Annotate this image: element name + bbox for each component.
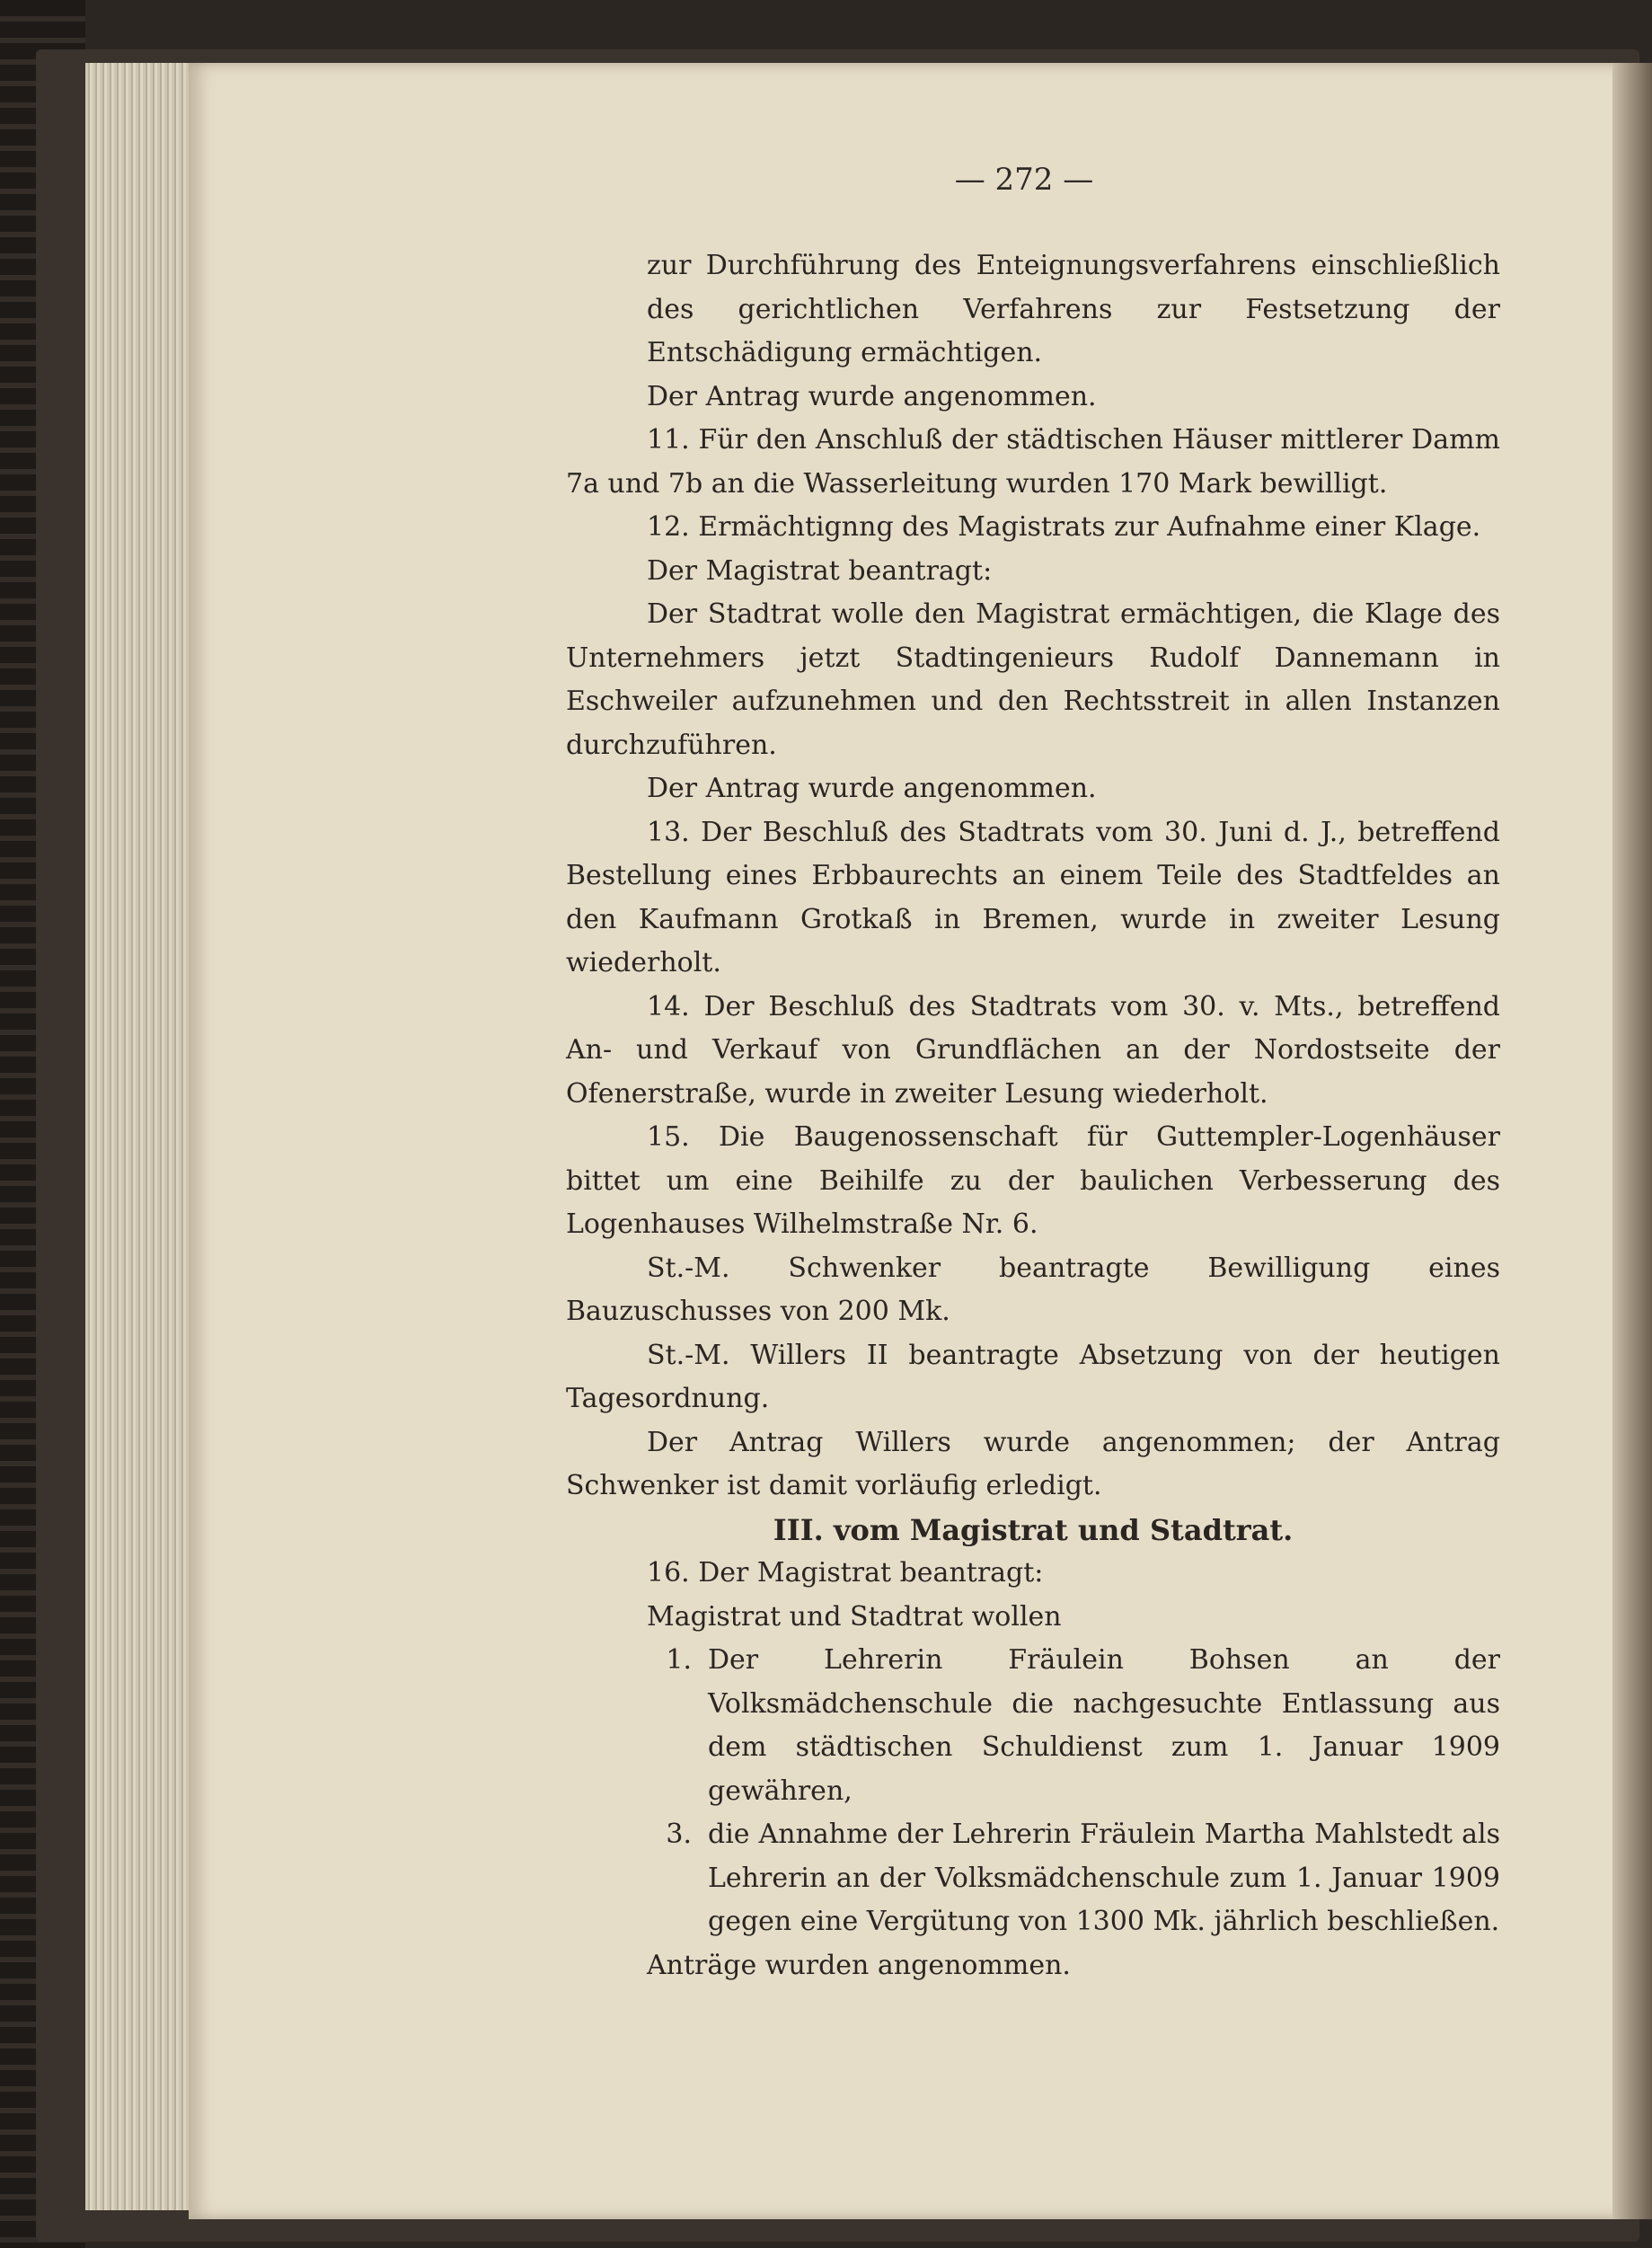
paragraph: 15. Die Baugenossenschaft für Guttempler-Logenhäuser bittet um eine Beihilfe zu der baulichen Verbesserung des Logenhauses Wilhelmstraße Nr. 6. (566, 1121, 1500, 1240)
page-text (566, 244, 1500, 1987)
paragraph: 14. Der Beschluß des Stadtrats vom 30. v. Mts., betreffend An- und Verkauf von Grundflächen an der Nordostseite der Ofenerstraße, wurde in zweiter Lesung wiederholt. (566, 990, 1500, 1110)
paragraph: Magistrat und Stadtrat wollen (647, 1600, 1062, 1633)
list-item-number: 3. (666, 1819, 692, 1850)
paragraph: Der Stadtrat wolle den Magistrat ermächtigen, die Klage des Unternehmers jetzt Stadtingenieurs Rudolf Dannemann in Eschweiler aufzunehmen und den Rechtsstreit in allen Instanzen durchzuführen. (566, 598, 1500, 761)
paragraph: Der Antrag Willers wurde angenommen; der Antrag Schwenker ist damit vorläufig erledigt. (566, 1426, 1500, 1501)
list-item (566, 1639, 1500, 1813)
paragraph: Der Antrag wurde angenommen. (647, 773, 1097, 804)
paragraph: 13. Der Beschluß des Stadtrats vom 30. Juni d. J., betreffend Bestellung eines Erbbaurechts an einem Teile des Stadtfeldes an den Kaufmann Grotkaß in Bremen, wurde in zweiter Lesung wiederholt. (566, 816, 1500, 978)
list-item-text: die Annahme der Lehrerin Fräulein Martha Mahlstedt als Lehrerin an der Volksmädchenschule zum 1. Januar 1909 gegen eine Vergütung von 1300 Mk. jährlich beschließen. (708, 1819, 1500, 1937)
page-number: — 272 — (954, 162, 1094, 198)
paragraph: Der Antrag wurde angenommen. (647, 380, 1097, 412)
page-edges (85, 63, 193, 2210)
paragraph: 12. Ermächtignng des Magistrats zur Aufnahme einer Klage. (647, 511, 1481, 543)
paragraph: 16. Der Magistrat beantragt: (647, 1557, 1044, 1589)
paragraph: St.-M. Willers II beantragte Absetzung von der heutigen Tagesordnung. (566, 1339, 1500, 1414)
list-item-text: Der Lehrerin Fräulein Bohsen an der Volksmädchenschule die nachgesuchte Entlassung aus dem städtischen Schuldienst zum 1. Januar 1909 gewähren, (708, 1644, 1500, 1807)
paragraph: St.-M. Schwenker beantragte Bewilligung eines Bauzuschusses von 200 Mk. (566, 1252, 1500, 1327)
list-item-number: 1. (666, 1644, 692, 1676)
page-gutter-shadow (1612, 63, 1652, 2219)
paragraph: Anträge wurden angenommen. (647, 1949, 1071, 1981)
paragraph: 11. Für den Anschluß der städtischen Häuser mittlerer Damm 7a und 7b an die Wasserleitung wurden 170 Mark bewilligt. (566, 424, 1500, 500)
list-item (566, 1813, 1500, 1944)
paragraph: Der Magistrat beantragt: (647, 554, 993, 587)
section-heading: III. vom Magistrat und Stadtrat. (773, 1512, 1294, 1547)
paragraph: zur Durchführung des Enteignungsverfahrens einschließlich des gerichtlichen Verfahrens zur Festsetzung der Entschädigung ermächtigen. (647, 250, 1500, 368)
